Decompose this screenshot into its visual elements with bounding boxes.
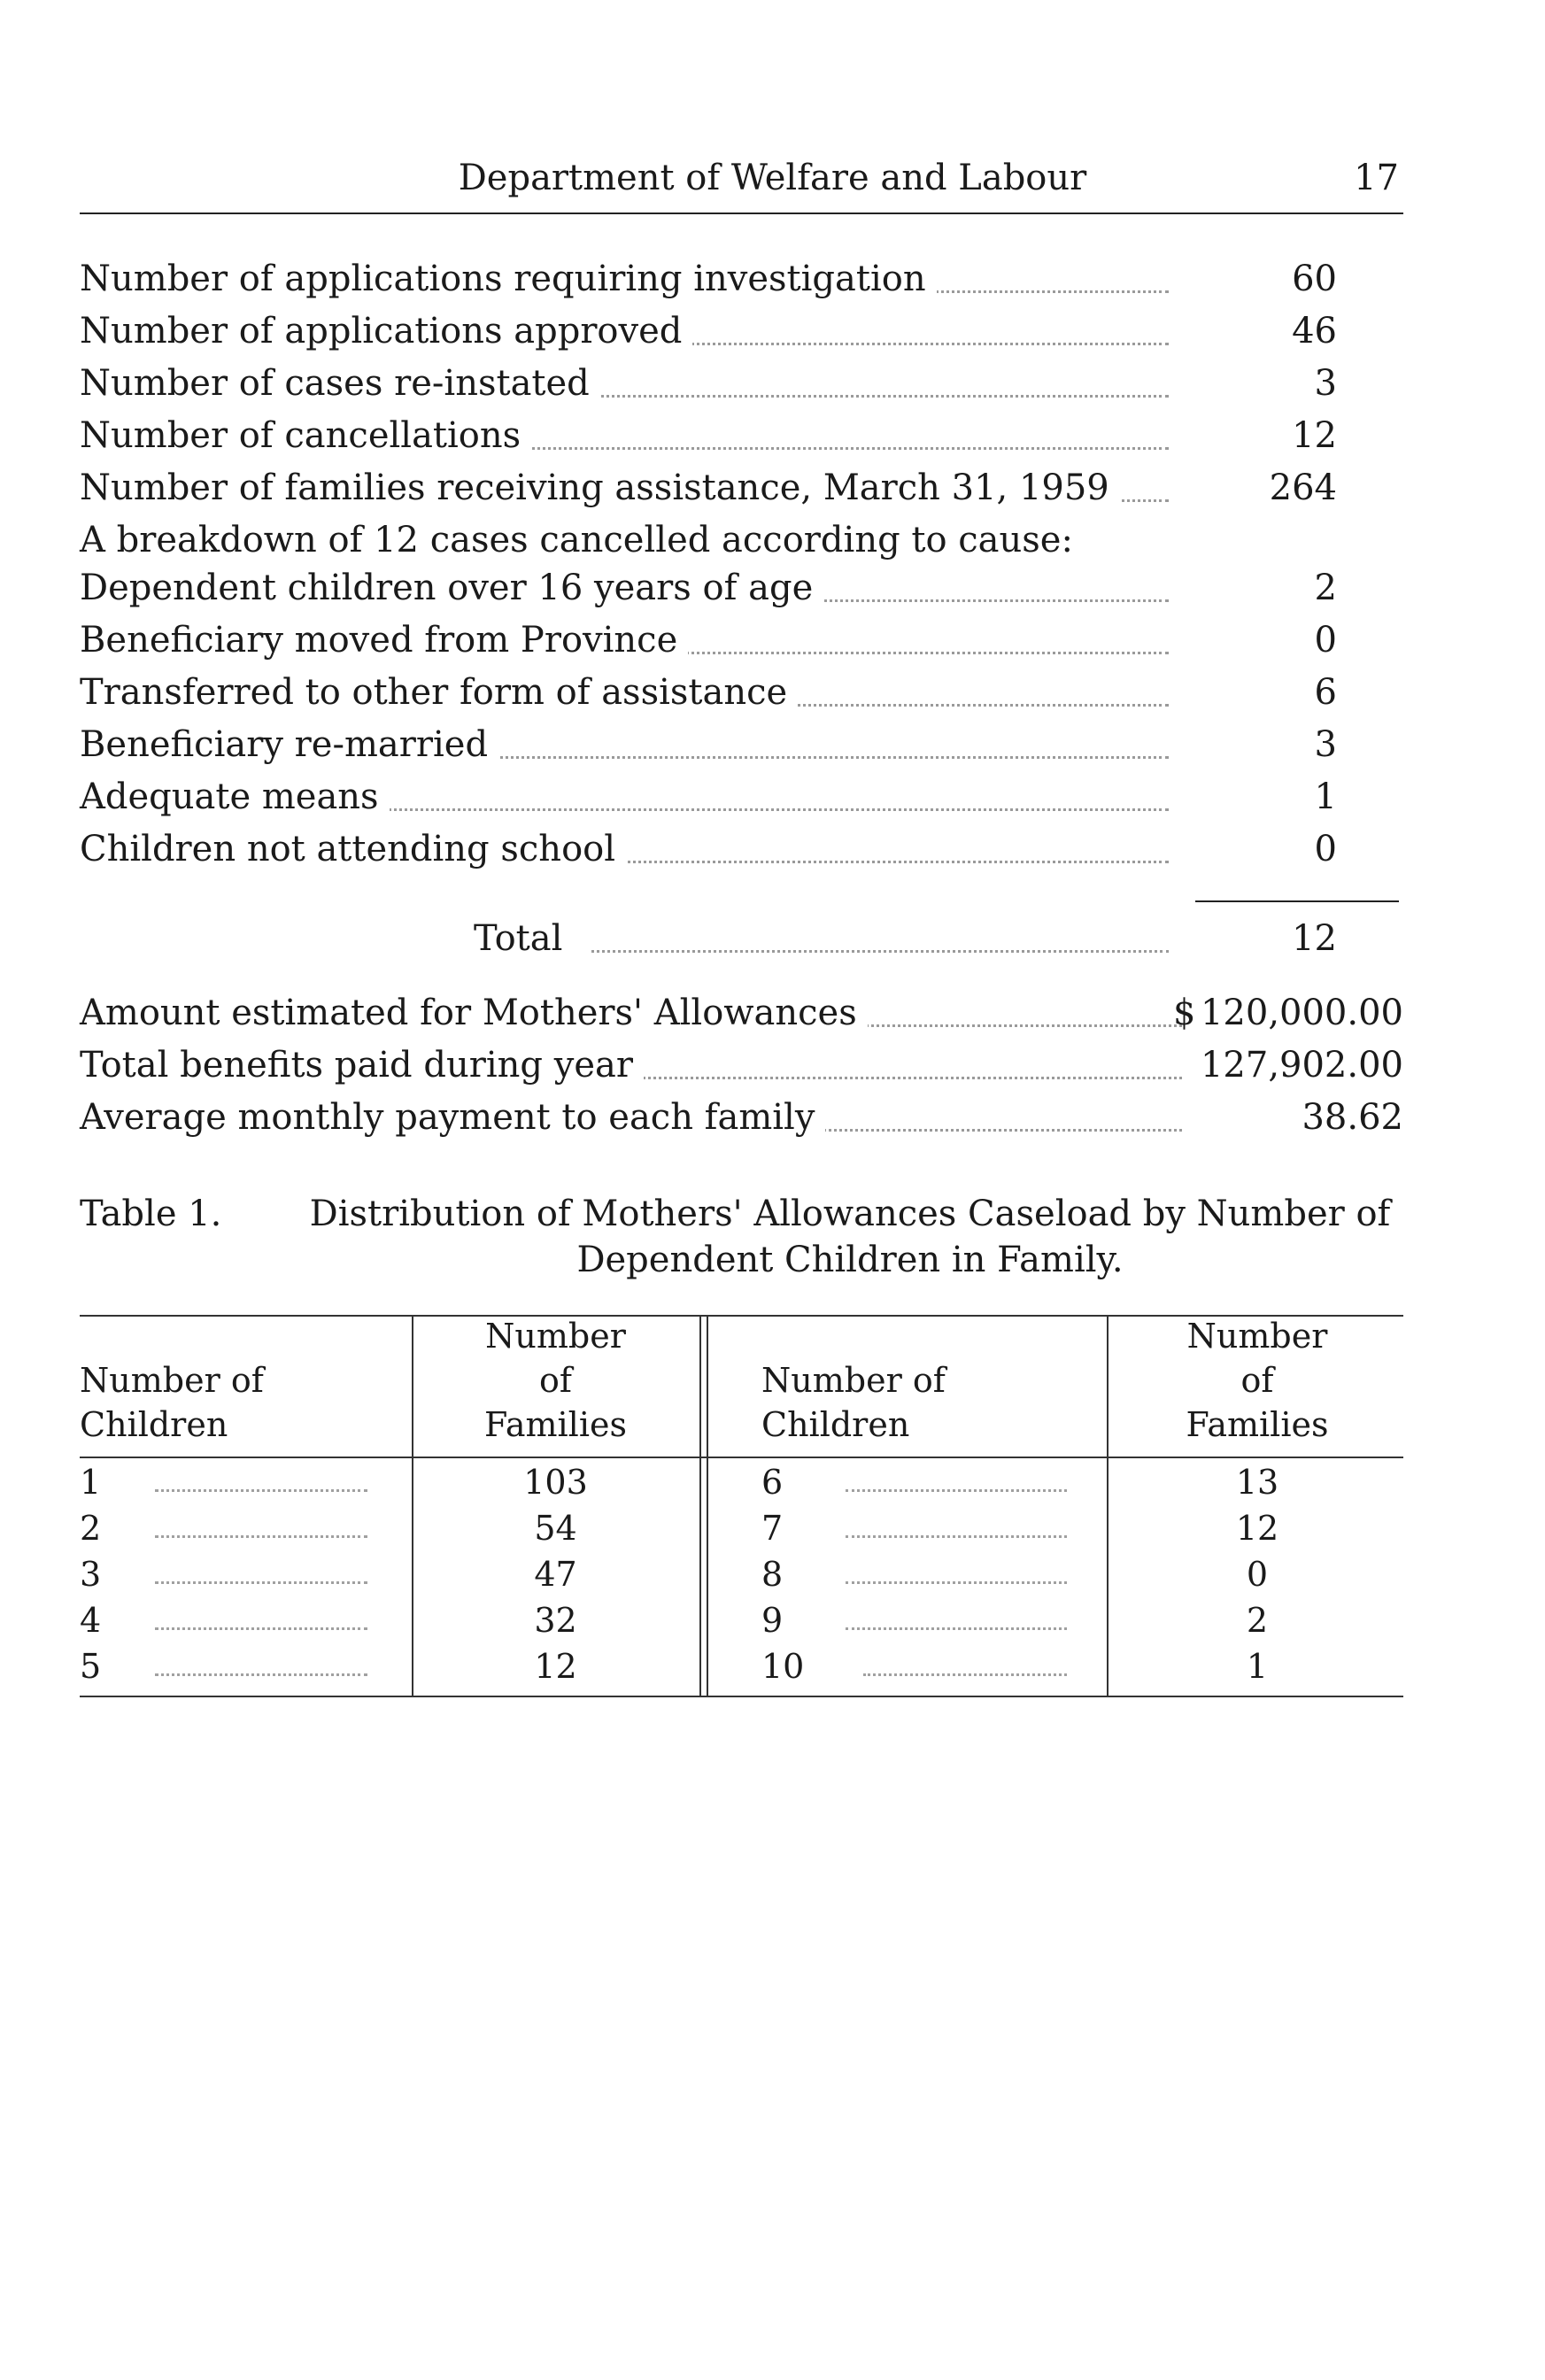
breakdown-intro: A breakdown of 12 cases cancelled according to cause: [80,520,1073,560]
breakdown-label: Adequate means [80,770,390,823]
stat-label: Number of applications approved [80,305,692,358]
breakdown-value: 0 [1314,620,1337,661]
dot-leader [846,1489,1067,1492]
header-text: Families [1186,1405,1329,1444]
currency-symbol: $ [1173,993,1196,1033]
financial-line [80,986,1403,1039]
dot-leader [155,1627,367,1630]
financial-label: Average monthly payment to each family [80,1091,825,1144]
header-text: Children [80,1405,228,1444]
dot-leader [155,1581,367,1584]
table-cell-families: 1 [1246,1647,1269,1686]
table-cell-families: 13 [1235,1463,1279,1502]
dot-leader [846,1581,1067,1584]
table-cell-children: 2 [80,1509,102,1548]
header-families-left [416,1314,695,1447]
breakdown-line [80,718,1337,771]
table-cell-children: 4 [80,1601,102,1640]
header-children-left [80,1358,398,1447]
table-caption-text: Distribution of Mothers' Allowances Caseload by Number of Dependent Children in Family. [309,1194,1391,1280]
table-cell-families: 12 [534,1647,577,1686]
stat-value: 3 [1314,363,1337,404]
table-cell-children: 5 [80,1647,102,1686]
dot-leader [846,1627,1067,1630]
breakdown-label: Beneficiary re-married [80,718,498,771]
breakdown-label: Transferred to other form of assistance [80,666,798,719]
sum-rule [1195,900,1399,902]
header-text: Number of [80,1361,264,1400]
table-cell-families: 32 [534,1601,577,1640]
breakdown-value: 3 [1314,724,1337,765]
header-rule [80,212,1403,214]
breakdown-line [80,561,1337,614]
total-value: 12 [1292,918,1337,959]
header-text: Number [1186,1317,1328,1356]
breakdown-label: Beneficiary moved from Province [80,614,688,667]
header-text: Number [485,1317,626,1356]
stat-line [80,252,1337,305]
stat-line [80,305,1337,358]
table-cell-children: 8 [761,1555,784,1594]
breakdown-line [80,770,1337,823]
header-text: of [1240,1361,1274,1400]
table-cell-children: 1 [80,1463,102,1502]
header-children-right [761,1358,1098,1447]
breakdown-value: 0 [1314,829,1337,869]
table-cell-families: 103 [523,1463,588,1502]
header-text: of [539,1361,572,1400]
breakdown-value: 6 [1314,672,1337,713]
financial-value: 38.62 [1302,1097,1403,1138]
table-bottom-rule [80,1696,1403,1697]
dot-leader [863,1673,1067,1676]
financial-line [80,1091,1403,1144]
header-families-right [1111,1314,1403,1447]
breakdown-label: Children not attending school [80,823,626,876]
table-cell-children: 9 [761,1601,784,1640]
column-divider [1107,1315,1109,1696]
breakdown-value: 1 [1314,777,1337,817]
stat-label: Number of families receiving assistance, March 31, 1959 [80,461,1120,514]
table-cell-families: 0 [1246,1555,1269,1594]
page-number: 17 [1354,158,1399,198]
table-header-rule [80,1457,1403,1458]
stat-line [80,409,1337,462]
stat-line [80,461,1337,514]
dot-leader [155,1535,367,1538]
breakdown-label: Dependent children over 16 years of age [80,561,823,614]
table-cell-children: 6 [761,1463,784,1502]
table-cell-families: 12 [1235,1509,1279,1548]
column-divider [707,1315,708,1696]
table-caption-label: Table 1. [80,1194,222,1234]
dot-leader [846,1535,1067,1538]
financial-value: 120,000.00 [1200,993,1403,1033]
table-cell-families: 54 [534,1509,577,1548]
column-divider [412,1315,413,1696]
stat-label: Number of cases re-instated [80,357,600,410]
running-header-title: Department of Welfare and Labour [458,158,1087,198]
stat-value: 264 [1269,468,1337,508]
stat-label: Number of applications requiring investigation [80,252,937,305]
total-line [474,912,1337,965]
stat-label: Number of cancellations [80,409,531,462]
stat-value: 12 [1292,415,1337,456]
breakdown-line [80,666,1337,719]
breakdown-line [80,614,1337,667]
financial-label: Total benefits paid during year [80,1039,644,1092]
financial-line [80,1039,1403,1092]
stat-value: 60 [1292,259,1337,299]
table-cell-children: 3 [80,1555,102,1594]
table-cell-families: 47 [534,1555,577,1594]
financial-label: Amount estimated for Mothers' Allowances [80,986,868,1039]
stat-line [80,357,1337,410]
table-cell-children: 7 [761,1509,784,1548]
header-text: Number of [761,1361,946,1400]
header-text: Children [761,1405,910,1444]
stat-value: 46 [1292,311,1337,352]
financial-value: 127,902.00 [1200,1045,1403,1086]
breakdown-line [80,823,1337,876]
total-label: Total [474,912,589,965]
dot-leader [155,1673,367,1676]
table-cell-children: 10 [761,1647,805,1686]
table-cell-families: 2 [1246,1601,1269,1640]
dot-leader [155,1489,367,1492]
breakdown-value: 2 [1314,568,1337,608]
header-text: Families [484,1405,627,1444]
column-divider [699,1315,701,1696]
